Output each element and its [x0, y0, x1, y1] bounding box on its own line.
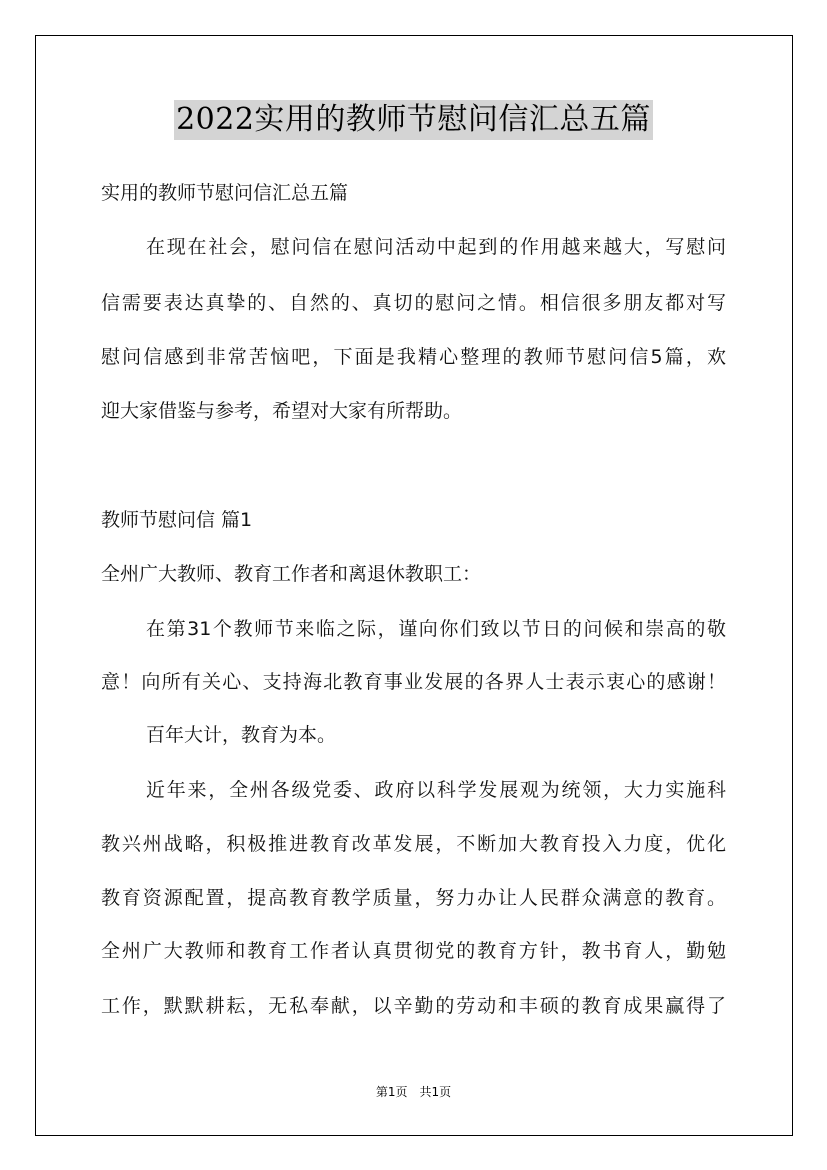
body-line: 信需要表达真挚的、自然的、真切的慰问之情。相信很多朋友都对写 — [101, 292, 726, 314]
page-number-current: 第1页 — [375, 1085, 408, 1099]
body-line: 教兴州战略，积极推进教育改革发展，不断加大教育投入力度，优化 — [101, 833, 726, 855]
page-footer — [0, 1083, 827, 1100]
body-line: 慰问信感到非常苦恼吧，下面是我精心整理的教师节慰问信5篇，欢 — [101, 346, 726, 368]
body-line: 近年来，全州各级党委、政府以科学发展观为统领，大力实施科 — [146, 779, 726, 801]
body-line: 意！向所有关心、支持海北教育事业发展的各界人士表示衷心的感谢！ — [101, 671, 726, 693]
body-line: 迎大家借鉴与参考，希望对大家有所帮助。 — [101, 400, 463, 422]
body-line: 百年大计，教育为本。 — [146, 724, 337, 746]
page-number-total: 共1页 — [419, 1085, 452, 1099]
title-wrap — [0, 100, 827, 140]
document-title: 2022实用的教师节慰问信汇总五篇 — [174, 100, 653, 140]
subtitle-line: 实用的教师节慰问信汇总五篇 — [101, 182, 349, 204]
body-line: 工作，默默耕耘，无私奉献，以辛勤的劳动和丰硕的教育成果赢得了 — [101, 995, 726, 1017]
body-line: 在现在社会，慰问信在慰问活动中起到的作用越来越大，写慰问 — [146, 236, 726, 258]
body-line: 在第31个教师节来临之际，谨向你们致以节日的问候和崇高的敬 — [146, 618, 726, 640]
body-line: 全州广大教师和教育工作者认真贯彻党的教育方针，教书育人，勤勉 — [101, 940, 726, 962]
body-line: 教育资源配置，提高教育教学质量，努力办让人民群众满意的教育。 — [101, 887, 726, 909]
salutation-line: 全州广大教师、教育工作者和离退休教职工： — [101, 563, 482, 585]
section-heading: 教师节慰问信 篇1 — [101, 509, 253, 531]
